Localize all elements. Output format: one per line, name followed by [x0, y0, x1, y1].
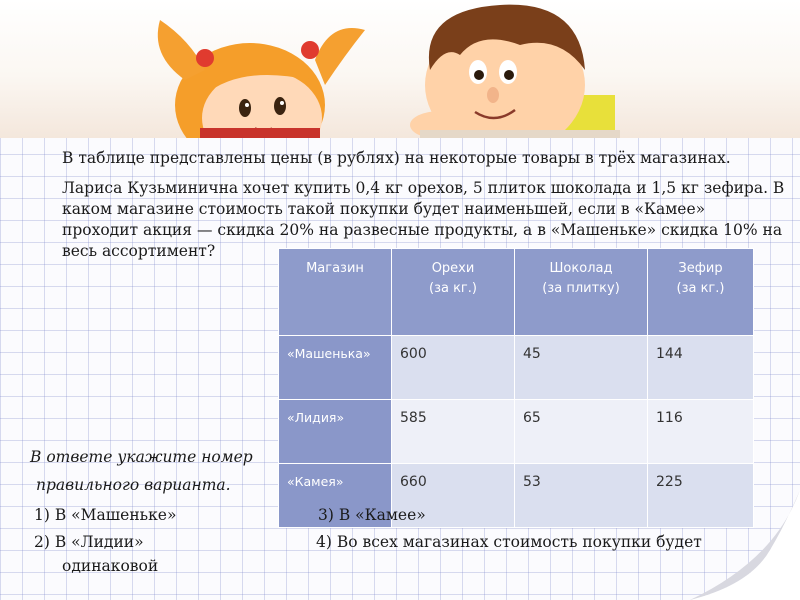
table-row: [279, 400, 754, 464]
page-curl-icon: [690, 490, 800, 600]
option-4: 4) Во всех магазинах стоимость покупки будет: [316, 533, 702, 551]
price-table: [278, 248, 754, 528]
shop-cell: «Лидия»: [279, 400, 392, 464]
price-cell: 45: [515, 336, 648, 400]
price-cell: 53: [515, 464, 648, 528]
table-header-row: [279, 249, 754, 336]
girl-illustration: [158, 20, 365, 138]
header-shop: Магазин: [279, 249, 392, 336]
header-nuts: Орехи (за кг.): [392, 249, 515, 336]
table-row: [279, 336, 754, 400]
intro-text: В таблице представлены цены (в рублях) на некоторые товары в трёх магазинах.: [62, 149, 731, 167]
shop-cell: «Машенька»: [279, 336, 392, 400]
option-4-continued: одинаковой: [62, 557, 159, 575]
answer-hint-line2: правильного варианта.: [36, 476, 231, 494]
shop-cell: «Камея»: [279, 464, 392, 528]
option-3: 3) В «Камее»: [318, 506, 426, 524]
header-illustration: [0, 0, 800, 138]
price-cell: 660: [392, 464, 515, 528]
price-cell: 225: [648, 464, 754, 528]
price-cell: 144: [648, 336, 754, 400]
price-cell: 116: [648, 400, 754, 464]
price-cell: 600: [392, 336, 515, 400]
option-1: 1) В «Машеньке»: [34, 506, 177, 524]
problem-text: Лариса Кузьминична хочет купить 0,4 кг орехов, 5 плиток шоколада и 1,5 кг зефира. В каком магазине стоимость такой покупки будет наименьшей, если в «Камее» проходит акция — скидка 20% на развесные продукты, а в «Машеньке» скидка 10% на весь ассортимент?: [62, 179, 785, 260]
price-cell: 65: [515, 400, 648, 464]
boy-illustration: [410, 5, 620, 138]
option-2: 2) В «Лидии»: [34, 533, 144, 551]
answer-hint-line1: В ответе укажите номер: [30, 448, 253, 466]
header-chocolate: Шоколад (за плитку): [515, 249, 648, 336]
header-marshmallow: Зефир (за кг.): [648, 249, 754, 336]
price-cell: 585: [392, 400, 515, 464]
